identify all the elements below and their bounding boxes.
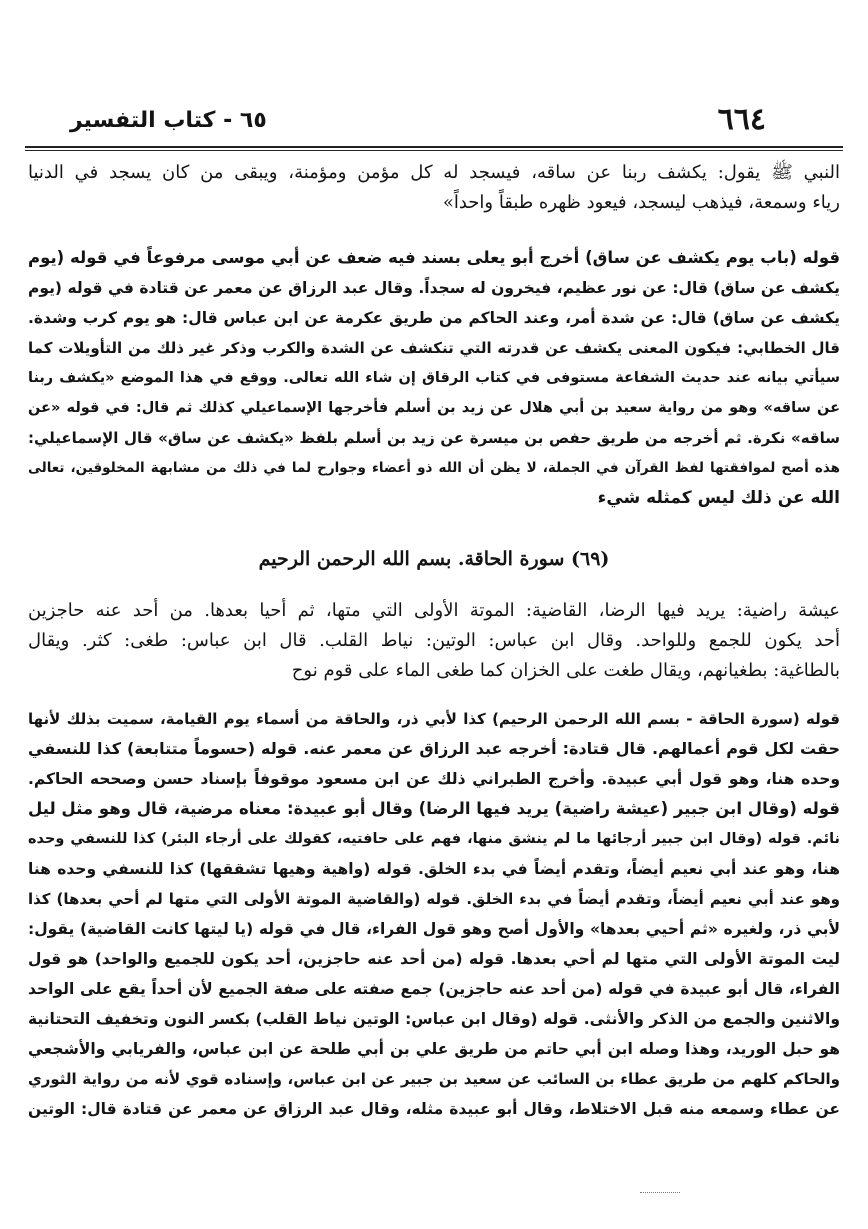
text-line: رياء وسمعة، فيذهب ليسجد، فيعود ظهره طبقاً واحداً» [442,192,840,213]
text-line: نائم. قوله (وقال ابن جبير أرجائها ما لم ينشق منها، فهم على حافتيه، كقولك على أرجاء البئر) كذا للنسفي وحده [28,831,840,847]
commentary-block-1 [28,243,840,513]
text-line: أحد يكون للجمع وللواحد. وقال ابن عباس: الوتين: نياط القلب. قال ابن عباس: طغى: كثر. ويقال [28,630,840,651]
text-line: الله عن ذلك ليس كمثله شيء [597,488,840,508]
text-line: هذه أصح لموافقتها لفظ القرآن في الجملة، لا يظن أن الله ذو أعضاء وجوارح لما في ذلك من مشابهة المخلوقين، تعالى [28,460,840,476]
header-rule [25,146,843,148]
hadith-end-block [28,158,840,218]
text-line: لأبي ذر، ولغيره «ثم أحيي بعدها» والأول أصح وهو قول الفراء، قال في قوله (يا ليتها كانت القاضية) يقول: [28,920,840,938]
text-line: حقت لكل قوم أعمالهم. قال قتادة: أخرجه عبد الرزاق عن معمر عنه. قوله (حسوماً متتابعة) كذا للنسفي [28,739,840,758]
header-rule-thin [25,150,843,151]
page-number: ٦٦٤ [717,102,766,137]
text-line: ساقه» نكرة. ثم أخرجه من طريق حفص بن ميسرة عن زيد بن أسلم بلفظ «يكشف عن ساق» قال الإسماعيلي: [28,429,840,447]
text-line: والحاكم كلهم من طريق عطاء بن السائب عن سعيد بن جبير عن ابن عباس، وإسناده قوي لأنه من رواية الثوري [28,1070,840,1088]
text-line: قال الخطابي: فيكون المعنى يكشف عن قدرته التي تنكشف عن الشدة والكرب وذكر غير ذلك من التأويلات كما [28,339,840,357]
text-line: والاثنين والجمع من الذكر والأنثى. قوله (وقال ابن عباس: الوتين نياط القلب) بكسر النون وتخفيف التحتانية [28,1010,840,1028]
text-line: عن ساقه» وهو من رواية سعيد بن أبي هلال عن زيد بن أسلم فأخرجها الإسماعيلي كذلك ثم قال: في قوله «عن [28,400,840,416]
surah-title: (٦٩) سورة الحاقة. بسم الله الرحمن الرحيم [258,548,610,570]
text-line: هنا، وهو عند أبي نعيم أيضاً، وتقدم أيضاً في بدء الخلق. قوله (واهية وهيها تشققها) كذا للنسفي وحده هنا [28,860,840,878]
text-line: قوله (سورة الحاقة - بسم الله الرحمن الرحيم) كذا لأبي ذر، والحاقة من أسماء يوم القيامة، سميت بذلك لأنها [28,710,840,728]
text-line: النبي ﷺ يقول: يكشف ربنا عن ساقه، فيسجد له كل مؤمن ومؤمنة، ويبقى من كان يسجد في الدنيا [28,162,840,183]
surah-heading [28,544,840,574]
text-line: هو حبل الوريد، وهذا وصله ابن أبي حاتم من طريق علي بن أبي طلحة عن ابن عباس، والفريابي والأشجعي [28,1040,840,1058]
text-line: قوله (وقال ابن جبير (عيشة راضية) يريد فيها الرضا) وقال أبو عبيدة: معناه مرضية، قال وهو مثل ليل [28,799,840,818]
text-line: بالطاغية: بطغيانهم، ويقال طغت على الخزان كما طغى الماء على قوم نوح [291,660,840,681]
text-line: وهو عند أبي نعيم أيضاً، وتقدم أيضاً في بدء الخلق. قوله (والقاضية الموتة الأولى التي متها لم أحي بعدها) كذا [28,890,840,908]
text-line: عيشة راضية: يريد فيها الرضا، القاضية: الموتة الأولى التي متها، ثم أحيا بعدها. من أحد عنه حاجزين [28,600,840,621]
text-line: يكشف عن ساق) قال: عن شدة أمر، وعند الحاكم من طريق عكرمة عن ابن عباس قال: هو يوم كرب وشدة. [28,309,840,327]
text-line: الفراء، قال أبو عبيدة في قوله (من أحد عنه حاجزين) جمع صفته على صفة الجميع لأن أحداً يقع على الواحد [28,980,840,998]
text-line: وحده هنا، وهو قول أبي عبيدة. وأخرج الطبراني ذلك عن ابن مسعود موقوفاً بإسناد حسن وصححه الحاكم. [28,770,840,788]
running-title: ٦٥ - كتاب التفسير [70,108,267,133]
bukhari-text-block [28,596,840,686]
text-line: ليت الموتة الأولى التي متها لم أحي بعدها. قوله (من أحد عنه حاجزين، أحد يكون للجميع والواحد) هو قول [28,950,840,968]
commentary-block-2 [28,704,840,1124]
text-line: سيأتي بيانه عند حديث الشفاعة مستوفى في كتاب الرقاق إن شاء الله تعالى. ووقع في هذا الموضع «يكشف ربنا [28,370,840,386]
page-bottom-mark [640,1192,680,1193]
text-line: عن عطاء وسمعه منه قبل الاختلاط، وقال أبو عبيدة مثله، وقال عبد الرزاق عن معمر عن قتادة قال: الوتين [28,1100,840,1118]
text-line: يكشف عن ساق) قال: عن نور عظيم، فيخرون له سجداً. وقال عبد الرزاق عن معمر عن قتادة في قوله (يوم [28,279,840,297]
text-line: قوله (باب يوم يكشف عن ساق) أخرج أبو يعلى بسند فيه ضعف عن أبي موسى مرفوعاً في قوله (يوم [28,248,840,267]
page-header [40,102,828,146]
